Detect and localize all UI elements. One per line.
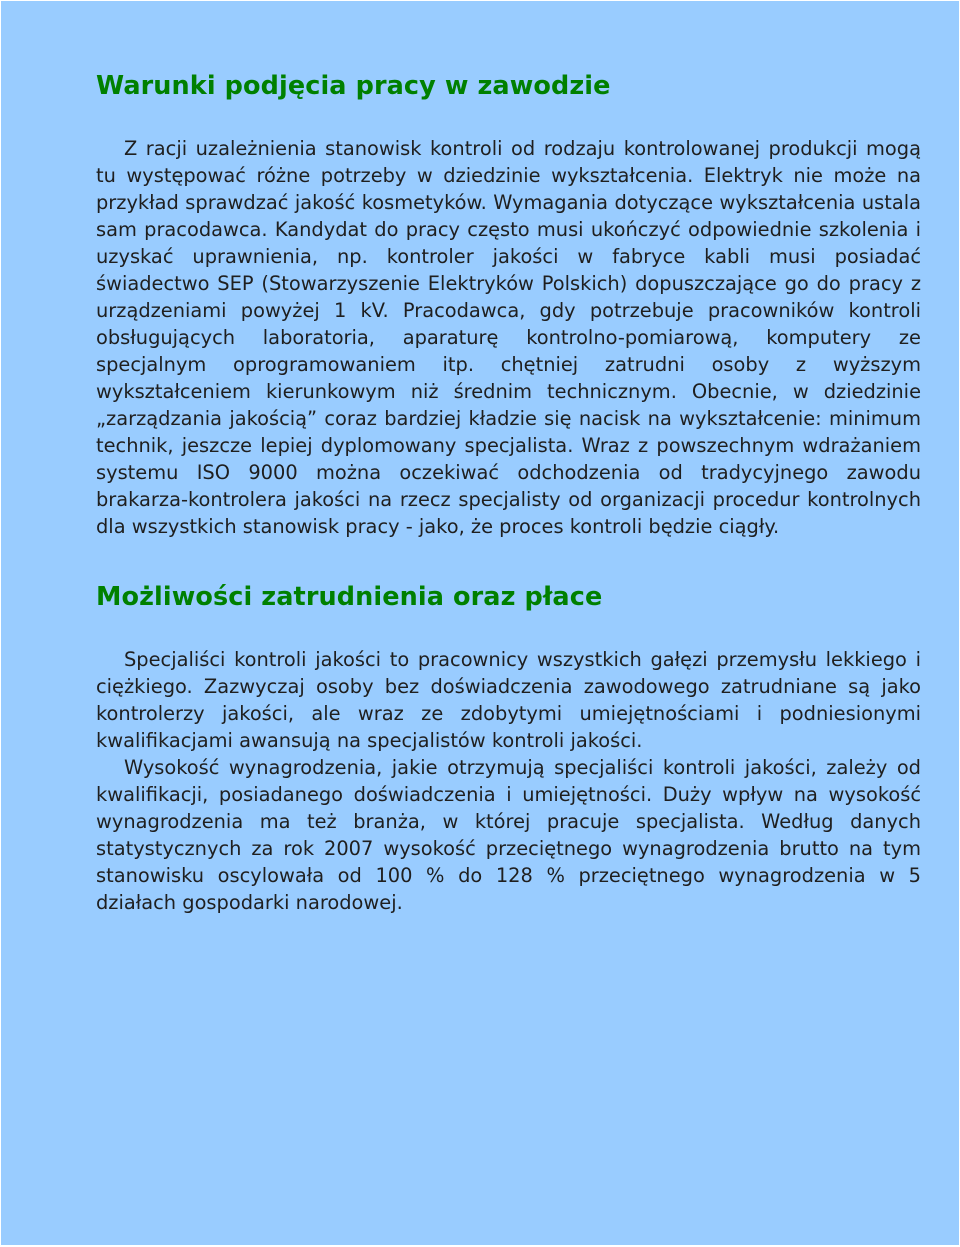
section-heading: Możliwości zatrudnienia oraz płace bbox=[96, 581, 603, 612]
document-content bbox=[96, 61, 921, 916]
section-heading: Warunki podjęcia pracy w zawodzie bbox=[96, 71, 611, 101]
section-paragraph: Z racji uzależnienia stanowisk kontroli od rodzaju kontrolowanej produkcji mogą tu występować różne potrzeby w dziedzinie wykształcenia. Elektryk nie może na przykład sprawdzać jakość kosmetyków. Wymagania dotyczące wykształcenia ustala sam pracodawca. Kandydat do pracy często musi ukończyć odpowiednie szkolenia i uzyskać uprawnienia, np. kontroler jakości w fabryce kabli musi posiadać świadectwo SEP (Stowarzyszenie Elektryków Polskich) dopuszczające go do pracy z urządzeniami powyżej 1 kV. Pracodawca, gdy potrzebuje pracowników kontroli obsługujących laboratoria, aparaturę kontrolno-pomiarową, komputery ze specjalnym oprogramowaniem itp. chętniej zatrudni osoby z wyższym wykształceniem kierunkowym niż średnim technicznym. Obecnie, w dziedzinie „zarządzania jakością” coraz bardziej kładzie się nacisk na wykształcenie: minimum technik, jeszcze lepiej dyplomowany specjalista. Wraz z powszechnym wdrażaniem systemu ISO 9000 można oczekiwać odchodzenia od tradycyjnego zawodu brakarza-kontrolera jakości na rzecz specjalisty od organizacji procedur kontrolnych dla wszystkich stanowisk pracy - jako, że proces kontroli będzie ciągły. bbox=[96, 136, 921, 538]
document-page bbox=[1, 1, 959, 1245]
section-paragraph: Specjaliści kontroli jakości to pracownicy wszystkich gałęzi przemysłu lekkiego i ciężkiego. Zazwyczaj osoby bez doświadczenia zawodowego zatrudniane są jako kontrolerzy jakości, ale wraz ze zdobytymi umiejętnościami i podniesionymi kwalifikacjami awansują na specjalistów kontroli jakości. bbox=[96, 647, 921, 752]
section-paragraph: Wysokość wynagrodzenia, jakie otrzymują specjaliści kontroli jakości, zależy od kwalifikacji, posiadanego doświadczenia i umiejętności. Duży wpływ na wysokość wynagrodzenia ma też branża, w której pracuje specjalista. Według danych statystycznych za rok 2007 wysokość przeciętnego wynagrodzenia brutto na tym stanowisku oscylowała od 100 % do 128 % przeciętnego wynagrodzenia w 5 działach gospodarki narodowej. bbox=[96, 755, 921, 914]
